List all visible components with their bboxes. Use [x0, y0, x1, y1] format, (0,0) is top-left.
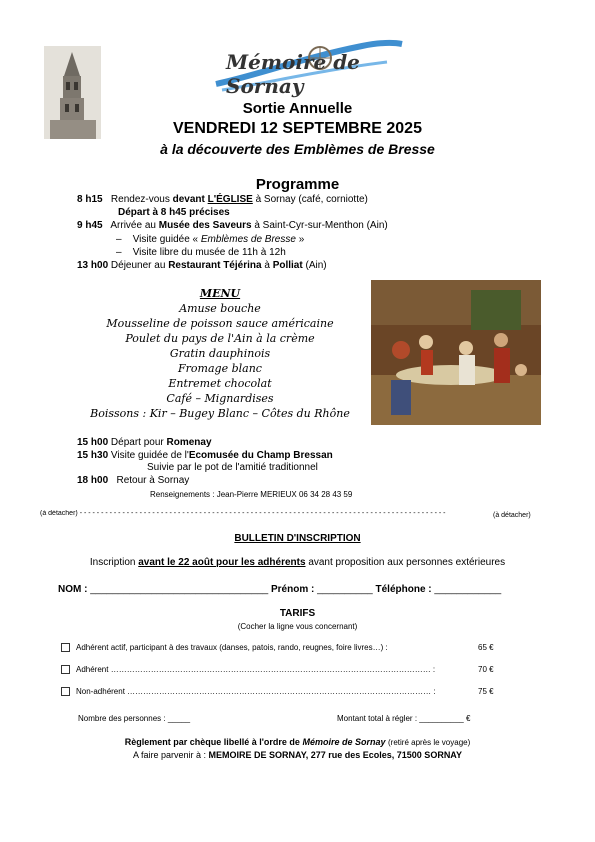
- logo-text: Mémoire de Sornay: [226, 50, 360, 98]
- page-title: Sortie Annuelle: [242, 100, 353, 117]
- afternoon-row-4: 18 h00 Retour à Sornay: [77, 475, 190, 486]
- menu-block: [70, 286, 370, 421]
- identity-line: NOM : ________________________________ Prénom : __________ Téléphone : ____________: [58, 584, 502, 595]
- checkbox-non-adherent[interactable]: [61, 687, 70, 696]
- menu-item: Gratin dauphinois: [169, 347, 271, 360]
- tarif-price-3: 75 €: [478, 687, 494, 696]
- tarif-option-3: Non-adhérent …………………………………………………………………………………………………… :: [61, 686, 436, 698]
- event-date: VENDREDI 12 SEPTEMBRE 2025: [173, 120, 422, 137]
- menu-item: Boissons : Kir – Bugey Blanc – Côtes du Rhône: [90, 407, 350, 420]
- subtitle: à la découverte des Emblèmes de Bresse: [160, 141, 435, 157]
- programme-row-6: 13 h00 Déjeuner au Restaurant Téjérina à Polliat (Ain): [77, 260, 327, 271]
- tarif-option-2: Adhérent ………………………………………………………………………………………………………… :: [61, 664, 435, 676]
- telephone-field[interactable]: ____________: [434, 584, 502, 595]
- cut-line: [40, 510, 540, 517]
- menu-title: MENU: [199, 287, 241, 300]
- montant-total-field[interactable]: Montant total à régler : __________ €: [337, 714, 471, 723]
- programme-heading: Programme: [255, 176, 340, 193]
- peasant-wedding-painting: [371, 280, 541, 425]
- tarifs-note: (Cocher la ligne vous concernant): [237, 622, 358, 631]
- cut-dashes: - - - - - - - - - - - - - - - - - - - - - - - - - - - - - - - - - - - - - - - - - - - - - - - - - - - - - - - - - - - - - - - - - - - - - - - - - - - - - - - - - - - - - -: [79, 510, 446, 517]
- menu-item: Café – Mignardises: [166, 392, 274, 405]
- programme-row-3: 9 h45 Arrivée au Musée des Saveurs à Saint-Cyr-sur-Menthon (Ain): [77, 220, 388, 231]
- cut-label-right: (à détacher): [493, 512, 531, 519]
- reglement-line: Règlement par chèque libellé à l'ordre de Mémoire de Sornay (retiré après le voyage): [124, 737, 471, 747]
- time: 8 h15: [77, 194, 103, 205]
- nombre-personnes-field[interactable]: Nombre des personnes : _____: [78, 714, 191, 723]
- cut-label-left: (à détacher): [40, 510, 78, 517]
- form-heading: BULLETIN D'INSCRIPTION: [234, 533, 361, 544]
- menu-item: Amuse bouche: [179, 302, 261, 315]
- contact-info: Renseignements : Jean-Pierre MERIEUX 06 34 28 43 59: [150, 490, 353, 499]
- memoire-de-sornay-logo: [212, 36, 406, 98]
- menu-item: Entremet chocolat: [168, 377, 272, 390]
- checkbox-adherent-actif[interactable]: [61, 643, 70, 652]
- address-line: A faire parvenir à : MEMOIRE DE SORNAY, 277 rue des Ecoles, 71500 SORNAY: [132, 750, 462, 760]
- menu-item: Poulet du pays de l'Ain à la crème: [125, 332, 315, 345]
- programme-row-1: 8 h15 Rendez-vous devant L'ÉGLISE à Sornay (café, corniotte): [77, 194, 368, 205]
- prenom-field[interactable]: __________: [317, 584, 373, 595]
- afternoon-row-2: 15 h30 Visite guidée de l'Ecomusée du Champ Bressan: [77, 450, 333, 461]
- menu-item: Fromage blanc: [178, 362, 262, 375]
- tarifs-heading: TARIFS: [279, 608, 316, 619]
- checkbox-adherent[interactable]: [61, 665, 70, 674]
- tarif-price-1: 65 €: [478, 643, 494, 652]
- programme-row-2: Départ à 8 h45 précises: [118, 207, 230, 218]
- afternoon-row-3: Suivie par le pot de l'amitié traditionnel: [147, 462, 318, 473]
- nom-field[interactable]: ________________________________: [90, 584, 269, 595]
- menu-item: Mousseline de poisson sauce américaine: [106, 317, 334, 330]
- inscription-line: Inscription avant le 22 août pour les adhérents avant proposition aux personnes extérieures: [89, 557, 506, 568]
- tarif-option-1: Adhérent actif, participant à des travaux (danses, patois, rando, reugnes, foire livres…) :: [61, 642, 388, 654]
- tarif-price-2: 70 €: [478, 665, 494, 674]
- programme-row-5: – Visite libre du musée de 11h à 12h: [116, 247, 286, 258]
- programme-row-4: – Visite guidée « Emblèmes de Bresse »: [116, 234, 305, 245]
- afternoon-row-1: 15 h00 Départ pour Romenay: [77, 437, 212, 448]
